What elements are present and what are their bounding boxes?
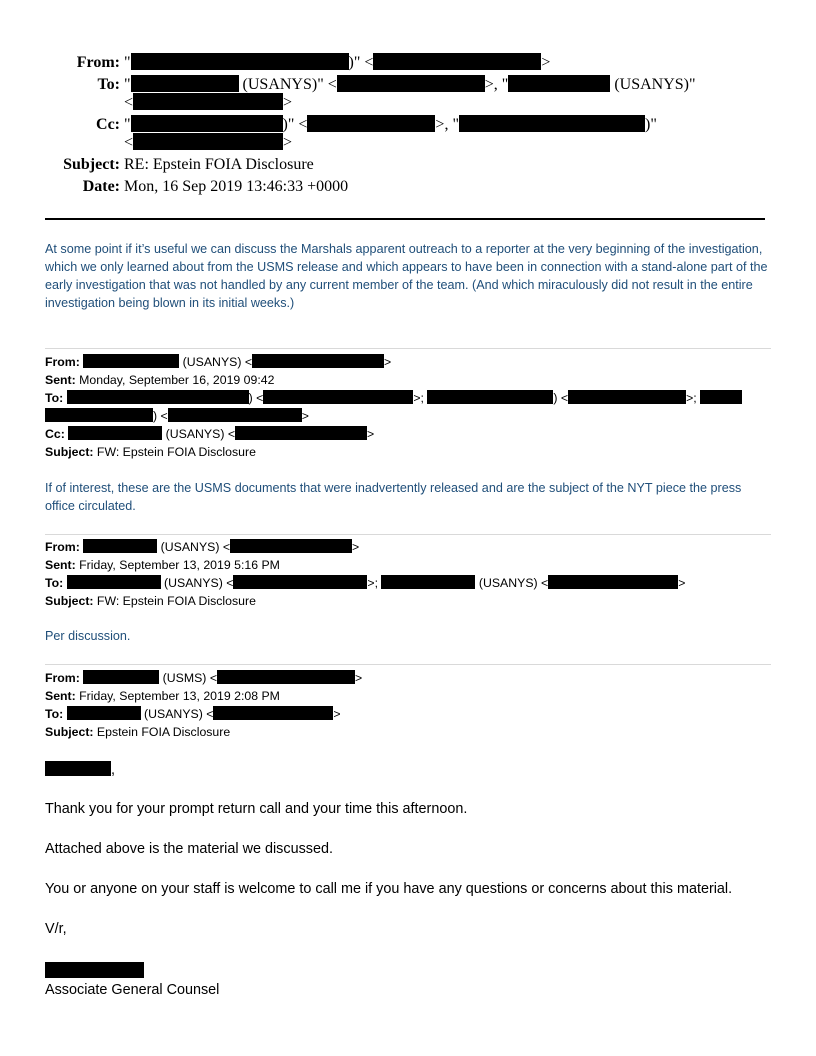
signature-name-redaction xyxy=(45,962,144,978)
redaction-bar xyxy=(131,53,349,70)
orig-sent-value: Friday, September 13, 2019 2:08 PM xyxy=(75,689,280,703)
divider xyxy=(45,534,771,535)
redaction-bar xyxy=(307,115,435,132)
header-divider xyxy=(45,218,765,220)
orig-to-row xyxy=(45,705,341,723)
redaction-bar xyxy=(83,539,157,553)
fw1-to-row xyxy=(45,389,742,407)
divider xyxy=(45,664,771,665)
header-cc-label: Cc: xyxy=(96,116,120,133)
fw2-sent-row xyxy=(45,556,280,574)
redaction-bar xyxy=(427,390,553,404)
fw1-note: If of interest, these are the USMS documents that were inadvertently released and are the subject of the NYT piece the press office circulated. xyxy=(45,481,742,513)
quote: " xyxy=(124,116,131,133)
body-paragraph-2: Attached above is the material we discussed. xyxy=(45,841,333,857)
redaction-bar xyxy=(568,390,686,404)
redaction-bar xyxy=(83,354,179,368)
fw2-to-label: To: xyxy=(45,576,64,590)
redaction-bar xyxy=(233,575,367,589)
header-to-label: To: xyxy=(97,76,120,93)
redaction-bar xyxy=(45,761,111,776)
header-to-value xyxy=(124,75,696,95)
redaction-bar xyxy=(131,75,239,92)
header-cc-value xyxy=(124,115,657,135)
orig-subject-value: Epstein FOIA Disclosure xyxy=(93,725,231,739)
punct: >, " xyxy=(435,116,459,133)
redaction-bar xyxy=(68,426,162,440)
quote: " xyxy=(124,76,131,93)
redaction-bar xyxy=(337,75,485,92)
header-subject-value: RE: Epstein FOIA Disclosure xyxy=(124,156,314,173)
punct: > xyxy=(283,134,293,151)
fw1-sent-row xyxy=(45,371,274,389)
fw1-subject-row xyxy=(45,443,256,461)
fw2-subject-value: FW: Epstein FOIA Disclosure xyxy=(93,594,256,608)
redaction-bar xyxy=(700,390,742,404)
punct: > xyxy=(352,540,360,554)
redaction-bar xyxy=(67,706,141,720)
top-message: At some point if it’s useful we can discuss the Marshals apparent outreach to a reporter at the very beginning of the investigation, which we only learned about from the USMS release and which appears to have been in connection with a stand-alone part of the early investigation that was not handled by any current member of the team. (And which miraculously did not result in the entire investigation being blown in its initial weeks.) xyxy=(45,242,768,310)
signature-title: Associate General Counsel xyxy=(45,982,220,998)
orig-to-label: To: xyxy=(45,707,64,721)
fw1-to-label: To: xyxy=(45,391,64,405)
quote: " xyxy=(124,54,131,71)
punct: )" < xyxy=(348,54,374,71)
orig-to-org: (USANYS) < xyxy=(140,707,214,721)
orig-from-label: From: xyxy=(45,671,80,685)
redaction-bar xyxy=(83,670,159,684)
punct: , xyxy=(111,762,115,778)
punct: >; xyxy=(413,391,428,405)
to-org: (USANYS)" xyxy=(610,76,696,93)
redaction-bar xyxy=(252,354,384,368)
punct: ) < xyxy=(553,391,569,405)
orig-from-org: (USMS) < xyxy=(159,671,217,685)
punct: > xyxy=(541,54,551,71)
redaction-bar xyxy=(508,75,610,92)
divider xyxy=(45,348,771,349)
header-from-label: From: xyxy=(76,54,120,71)
fw1-to-row-2 xyxy=(45,407,309,425)
punct: < xyxy=(124,94,134,111)
header-date-label: Date: xyxy=(82,178,120,195)
body-paragraph-1: Thank you for your prompt return call and your time this afternoon. xyxy=(45,801,468,817)
redaction-bar xyxy=(133,133,283,150)
redaction-bar xyxy=(213,706,333,720)
redaction-bar xyxy=(230,539,352,553)
redaction-bar xyxy=(548,575,678,589)
redaction-bar xyxy=(263,390,413,404)
fw1-cc-label: Cc: xyxy=(45,427,65,441)
fw1-subject-value: FW: Epstein FOIA Disclosure xyxy=(93,445,256,459)
greeting xyxy=(45,761,115,779)
header-subject-label: Subject: xyxy=(63,156,120,173)
fw1-from-org: (USANYS) < xyxy=(179,355,253,369)
punct: )" xyxy=(644,116,657,133)
fw2-sent-label: Sent: xyxy=(45,558,76,572)
header-cc-row-2 xyxy=(124,133,292,153)
punct: >; xyxy=(367,576,382,590)
fw1-from-label: From: xyxy=(45,355,80,369)
redaction-bar xyxy=(373,53,541,70)
fw2-from-row xyxy=(45,538,359,556)
fw1-sent-value: Monday, September 16, 2019 09:42 xyxy=(75,373,275,387)
header-from-value xyxy=(124,53,550,73)
redaction-bar xyxy=(67,575,161,589)
punct: >; xyxy=(686,391,701,405)
fw2-to-org-2: (USANYS) < xyxy=(475,576,549,590)
orig-sent-label: Sent: xyxy=(45,689,76,703)
redaction-bar xyxy=(381,575,475,589)
punct: > xyxy=(301,409,309,423)
redaction-bar xyxy=(168,408,302,422)
orig-sent-row xyxy=(45,687,280,705)
fw1-cc-org: (USANYS) < xyxy=(162,427,236,441)
punct: )" < xyxy=(282,116,308,133)
punct: > xyxy=(678,576,686,590)
punct: > xyxy=(283,94,293,111)
fw1-sent-label: Sent: xyxy=(45,373,76,387)
signoff: V/r, xyxy=(45,921,67,937)
orig-subject-label: Subject: xyxy=(45,725,94,739)
fw1-from-row xyxy=(45,353,391,371)
redaction-bar xyxy=(459,115,645,132)
fw2-sent-value: Friday, September 13, 2019 5:16 PM xyxy=(75,558,280,572)
fw2-from-label: From: xyxy=(45,540,80,554)
redaction-bar xyxy=(45,408,153,422)
redaction-bar xyxy=(131,115,283,132)
fw2-subject-row xyxy=(45,592,256,610)
fw2-note: Per discussion. xyxy=(45,629,131,643)
redaction-bar xyxy=(217,670,355,684)
body-paragraph-3: You or anyone on your staff is welcome to call me if you have any questions or concerns about this material. xyxy=(45,881,733,897)
punct: > xyxy=(384,355,392,369)
fw2-subject-label: Subject: xyxy=(45,594,94,608)
orig-from-row xyxy=(45,669,362,687)
fw1-cc-row xyxy=(45,425,374,443)
fw2-to-row xyxy=(45,574,685,592)
punct: < xyxy=(124,134,134,151)
redaction-bar xyxy=(67,390,249,404)
fw2-to-org: (USANYS) < xyxy=(160,576,234,590)
punct: > xyxy=(333,707,341,721)
fw2-from-org: (USANYS) < xyxy=(157,540,231,554)
header-date-value: Mon, 16 Sep 2019 13:46:33 +0000 xyxy=(124,178,349,195)
punct: ) < xyxy=(248,391,264,405)
orig-subject-row xyxy=(45,723,230,741)
fw1-subject-label: Subject: xyxy=(45,445,94,459)
redaction-bar xyxy=(235,426,367,440)
redaction-bar xyxy=(133,93,283,110)
punct: >, " xyxy=(484,76,509,93)
punct: > xyxy=(367,427,375,441)
punct: ) < xyxy=(153,409,168,423)
header-to-row-2 xyxy=(124,93,292,113)
punct: > xyxy=(355,671,363,685)
to-org: (USANYS)" < xyxy=(238,76,337,93)
